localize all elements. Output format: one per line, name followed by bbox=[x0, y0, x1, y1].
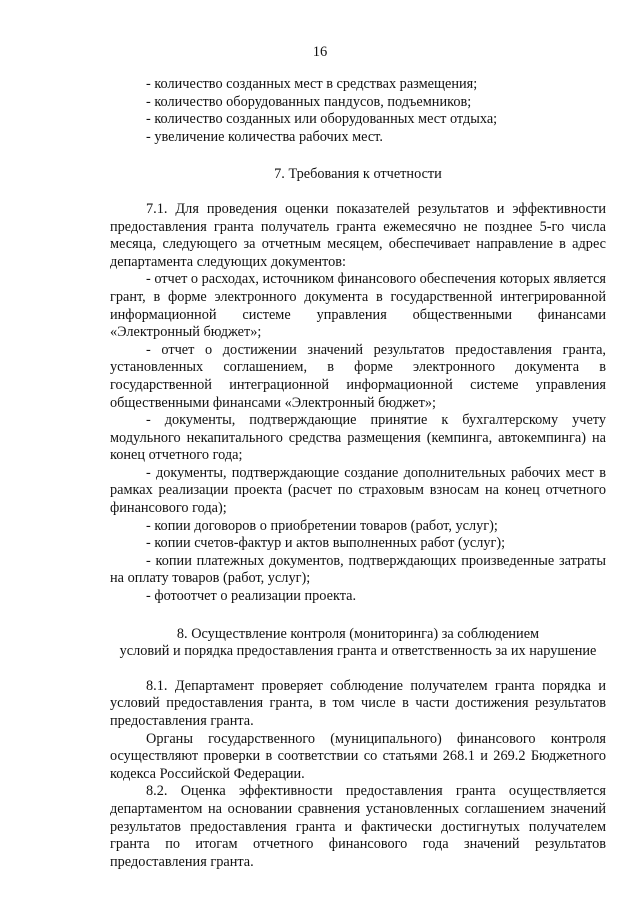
list-item: - количество созданных мест в средствах размещения; bbox=[146, 76, 478, 92]
list-item: - копии платежных документов, подтверждающих произведенные затраты на оплату товаров (работ, услуг); bbox=[110, 552, 606, 587]
list-item: - количество созданных или оборудованных мест отдыха; bbox=[146, 111, 498, 128]
list-item: - отчет о расходах, источником финансового обеспечения которых является грант, в форме электронного документа в государственной интегрированной информационной системе управления общественными финансами «Электронный бюджет»; bbox=[110, 271, 606, 341]
list-item: - документы, подтверждающие принятие к бухгалтерскому учету модульного некапитального средства размещения (кемпинга, автокемпинга) на конец отчетного года; bbox=[110, 412, 606, 464]
paragraph-8-2: 8.2. Оценка эффективности предоставления гранта осуществляется департаментом на основании сравнения установленных соглашением значений результатов предоставления гранта и фактически достигнутых получателем гранта по итогам отчетного финансового года значений результатов предоставления гранта. bbox=[110, 783, 606, 870]
list-item: - фотоотчет о реализации проекта. bbox=[146, 588, 357, 605]
paragraph-8-1: 8.1. Департамент проверяет соблюдение получателем гранта порядка и условий предоставления гранта, в том числе в части достижения результатов предоставления гранта. bbox=[110, 677, 606, 729]
section-8-title-line2: условий и порядка предоставления гранта и ответственность за их нарушение bbox=[119, 643, 597, 660]
list-item: - документы, подтверждающие создание дополнительных рабочих мест в рамках реализации проекта (расчет по страховым взносам на конец отчетного финансового года); bbox=[110, 464, 606, 517]
list-item: - копии договоров о приобретении товаров (работ, услуг); bbox=[146, 517, 498, 534]
section-8-title: 8. Осуществление контроля (мониторинга) за соблюдением bbox=[176, 625, 540, 642]
page-number: 16 bbox=[312, 44, 328, 60]
document-body bbox=[110, 76, 606, 871]
list-item: - увеличение количества рабочих мест. bbox=[146, 128, 383, 145]
list-item: - отчет о достижении значений результатов предоставления гранта, установленных соглашением, в форме электронного документа в государственной интеграционной информационной системе управления общественными финансами «Электронный бюджет»; bbox=[110, 341, 606, 411]
paragraph-7-1: 7.1. Для проведения оценки показателей результатов и эффективности предоставления гранта получатель гранта ежемесячно не позднее 5-го числа месяца, следующего за отчетным месяцем, обеспечивает направление в адрес департамента следующих документов: bbox=[110, 200, 606, 270]
section-7-title: 7. Требования к отчетности bbox=[274, 166, 442, 183]
list-item: - копии счетов-фактур и актов выполненных работ (услуг); bbox=[146, 535, 506, 552]
paragraph-control-bodies: Органы государственного (муниципального) финансового контроля осуществляют проверки в соответствии со статьями 268.1 и 269.2 Бюджетного кодекса Российской Федерации. bbox=[110, 730, 606, 782]
list-item: - количество оборудованных пандусов, подъемников; bbox=[146, 93, 472, 110]
